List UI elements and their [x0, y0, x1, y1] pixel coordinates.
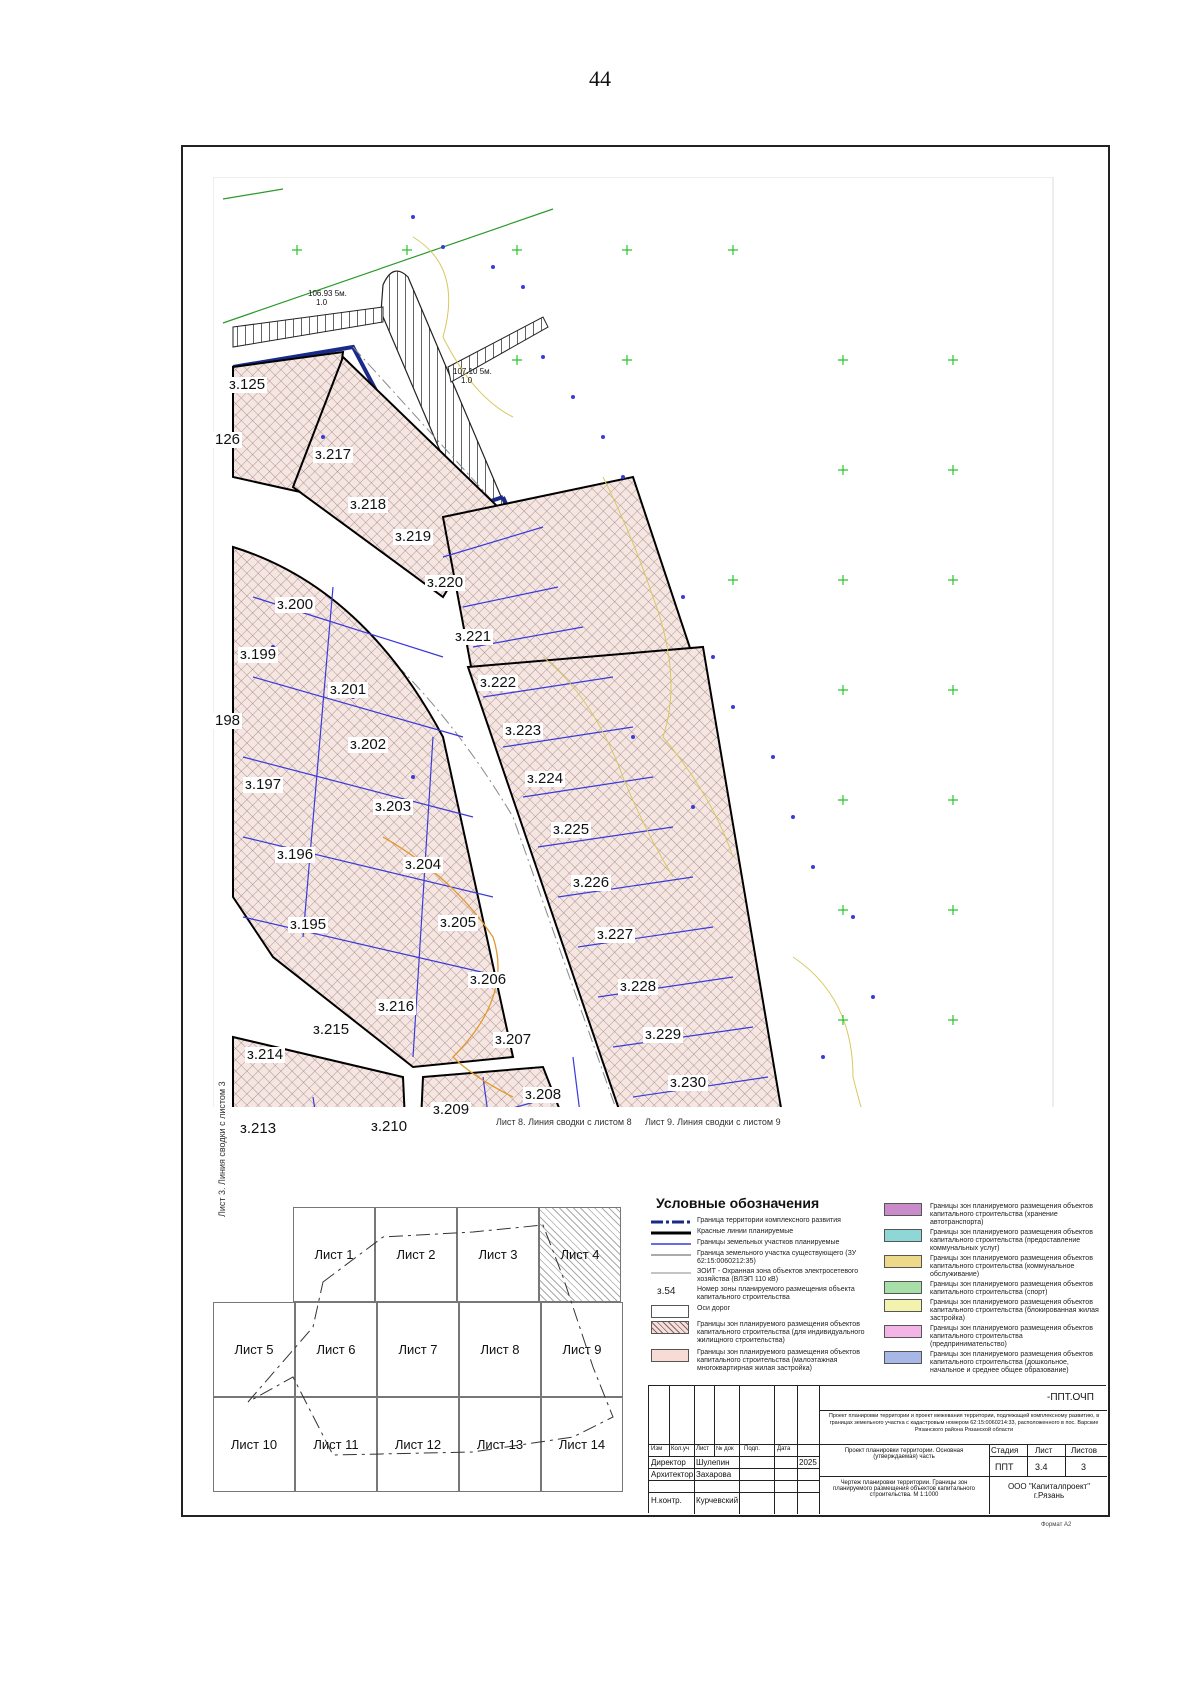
level-mark: 106.93 5м. 1.0 [308, 289, 347, 307]
sheet-cell: Лист 9 [541, 1302, 623, 1397]
plot-label: з.202 [350, 736, 387, 753]
tb-name: Шулепин [696, 1458, 730, 1467]
level-mark: 107.10 5м. 1.0 [453, 367, 492, 385]
org-name: ООО "Капиталпроект" г.Рязань [1007, 1482, 1091, 1500]
plot-label: з.222 [480, 674, 517, 691]
title-block [648, 1385, 1106, 1513]
plot-label: з.200 [277, 596, 314, 613]
plot-label: з.224 [527, 770, 564, 787]
sheet-cell: Лист 1 [293, 1207, 375, 1302]
sheet-cell: Лист 6 [295, 1302, 377, 1397]
sheet-cell: Лист 8 [459, 1302, 541, 1397]
plot-label: з.199 [240, 646, 277, 663]
tb-stage-val: 3.4 [1035, 1462, 1048, 1472]
planning-map [213, 177, 1083, 1327]
plot-label: з.197 [245, 776, 282, 793]
plot-label: з.203 [375, 798, 412, 815]
sumline-sheet3: Лист 3. Линия сводки с листом 3 [217, 1081, 227, 1217]
tb-role: Директор [651, 1458, 686, 1467]
sheet-cell: Лист 13 [459, 1397, 541, 1492]
sumline-sheet9: Лист 9. Линия сводки с листом 9 [645, 1117, 781, 1127]
page-number: 44 [589, 66, 611, 91]
sheet-cell: Лист 3 [457, 1207, 539, 1302]
plot-label: з.227 [597, 926, 634, 943]
tb-head: Подп. [744, 1446, 760, 1452]
plot-label: з.226 [573, 874, 610, 891]
drawing-title: Чертеж планировки территории. Границы зон планируемого размещения объектов капитального строительства. М 1:1000 [832, 1480, 976, 1498]
plot-label: з.230 [670, 1074, 707, 1091]
project-title: Проект планировки территории и проект межевания территории, подлежащей комплексному развитию, в границах земельного участка с кадастровым номером 62:15:0060214:33, расположенного в пос. Варские Рязанского района Рязанской области [828, 1413, 1100, 1433]
doc-code: -ППТ.ОЧП [1047, 1392, 1094, 1403]
plot-label: з.207 [495, 1031, 532, 1048]
territory-outline [213, 1207, 633, 1492]
plot-label: з.204 [405, 856, 442, 873]
plot-label: з.210 [371, 1118, 408, 1135]
plot-label: з.219 [395, 528, 432, 545]
sheet-cell: Лист 10 [213, 1397, 295, 1492]
plot-label: з.208 [525, 1086, 562, 1103]
plot-label: з.225 [553, 821, 590, 838]
tb-stage-val: 3 [1081, 1462, 1087, 1472]
plot-label: з.201 [330, 681, 367, 698]
plot-label: з.228 [620, 978, 657, 995]
tb-head: Кол.уч [671, 1446, 689, 1452]
sheet-cell: Лист 7 [377, 1302, 459, 1397]
tb-head: Дата [777, 1446, 791, 1452]
plot-label: з.206 [470, 971, 507, 988]
map-graphics [213, 177, 1083, 1327]
format-label: Формат А2 [1041, 1522, 1072, 1528]
drawing-sheet: з.125 126 з.217 з.218 з.219 з.220 з.221 з.222 з.223 з.224 з.225 з.226 з.227 з.228 з.229 з.230 з.200 з.199 з.201 198 з.202 з.197 з.203 з.196 з.204 з.195 з.205 з.206 з.216 з.215 з.214 з.207 з.208 з.209 з.210 з.213 106.93 5м. 1.0 107.10 5м. 1.0 Лист 3. Линия сводки с листом 3 Лист 8. Линия сводки с листом 8 Лист 9. Линия сводки с листом 9 Лист 1 Лист 2 Лист 3 Лист 4 Лист 5 Лист 6 Лист 7 Лист 8 Лист 9 Лист 10 Лист 11 Лист 12 Лист 13 Лист 14 Условные обозначения Граница территории комплексного развития Красные линии планируемые Границы земельных участков планируемые Граница земельного участка существующего (ЗУ 62:15:0060212:35) ЗОИТ - Охранная зона объектов электросетевого хозяйства (ВЛЭП 110 кВ) з.54 Номер зоны планируемого размещения объекта капитального строительства Оси дорог Границы зон планируемого размещения объектов капитального строительства (для индивидуального жилищного строительства) Границы зон планируемого размещения объектов капитального строительства (малоэтажная многоквартирная жилая застройка) Границы зон планируемого размещения объектов капитального строительства (хранение автотранспорта) Границы зон планируемого размещения объектов капитального строительства (предоставление коммунальных услуг) Границы зон планируемого размещения объектов капитального строительства (коммунальное обслуживание) Границы зон планируемого размещения объектов капитального строительства (спорт) Границы зон планируемого размещения объектов капитального строительства (блокированная жилая застройка) Границы зон планируемого размещения объектов капитального строительства (предпринимательство) Границы зон планируемого размещения объектов капитального строительства (дошкольное, начальное и среднее общее образование) -ППТ.ОЧП Проект планировки территории и проект межевания территории, подлежащей комплексному развитию, в границах земельного участка с кадастровым номером 62:15:0060214:33, расположенного в пос. Варские Рязанского района Рязанской области Изм Кол.уч Лист № док Подп. Дата Директор Шулепин 2025 Архитектор Захарова Н.контр. Курчевский Проект планировки территории. Основная (утверждаемая) часть Стадия Лист Листов ППТ 3.4 3 Чертеж планировки территории. Границы зон планируемого размещения объектов капитального строительства. М 1:1000 ООО "Капиталпроект" г.Рязань Формат А2 [181, 145, 1110, 1517]
tb-stage-head: Стадия [991, 1446, 1019, 1455]
tb-name: Захарова [696, 1470, 732, 1479]
tb-head: Лист [696, 1446, 710, 1452]
plot-label: з.220 [427, 574, 464, 591]
plot-label: з.216 [378, 998, 415, 1015]
tb-head: № док [716, 1446, 734, 1452]
sheet-cell: Лист 2 [375, 1207, 457, 1302]
plot-label: з.217 [315, 446, 352, 463]
plot-label: з.213 [240, 1120, 277, 1137]
tb-role: Н.контр. [651, 1496, 682, 1505]
tb-stage-head: Лист [1035, 1446, 1053, 1455]
tb-name: Курчевский [696, 1496, 739, 1505]
sumline-sheet8: Лист 8. Линия сводки с листом 8 [496, 1117, 632, 1127]
plot-label: з.125 [229, 376, 266, 393]
plot-label: з.209 [433, 1101, 470, 1118]
tb-head: Изм [651, 1446, 663, 1452]
sheet-cell-active: Лист 4 [539, 1207, 621, 1302]
sheet-cell: Лист 5 [213, 1302, 295, 1397]
plot-label: з.229 [645, 1026, 682, 1043]
sheet-cell: Лист 11 [295, 1397, 377, 1492]
legend-title: Условные обозначения [656, 1195, 820, 1211]
sheet-cell: Лист 14 [541, 1397, 623, 1492]
part-title: Проект планировки территории. Основная (утверждаемая) часть [844, 1448, 964, 1460]
tb-stage-val: ППТ [995, 1462, 1014, 1472]
plot-label: з.215 [313, 1021, 350, 1038]
plot-label: з.218 [350, 496, 387, 513]
plot-label: 126 [215, 431, 241, 448]
plot-label: з.196 [277, 846, 314, 863]
tb-role: Архитектор [651, 1470, 694, 1479]
sheet-index [213, 1207, 633, 1487]
plot-label: з.205 [440, 914, 477, 931]
sheet-cell: Лист 12 [377, 1397, 459, 1492]
tb-stage-head: Листов [1071, 1446, 1097, 1455]
plot-label: з.223 [505, 722, 542, 739]
tb-date: 2025 [799, 1458, 817, 1467]
plot-label: з.214 [247, 1046, 284, 1063]
plot-label: з.195 [290, 916, 327, 933]
plot-label: з.221 [455, 628, 492, 645]
plot-label: 198 [215, 712, 241, 729]
